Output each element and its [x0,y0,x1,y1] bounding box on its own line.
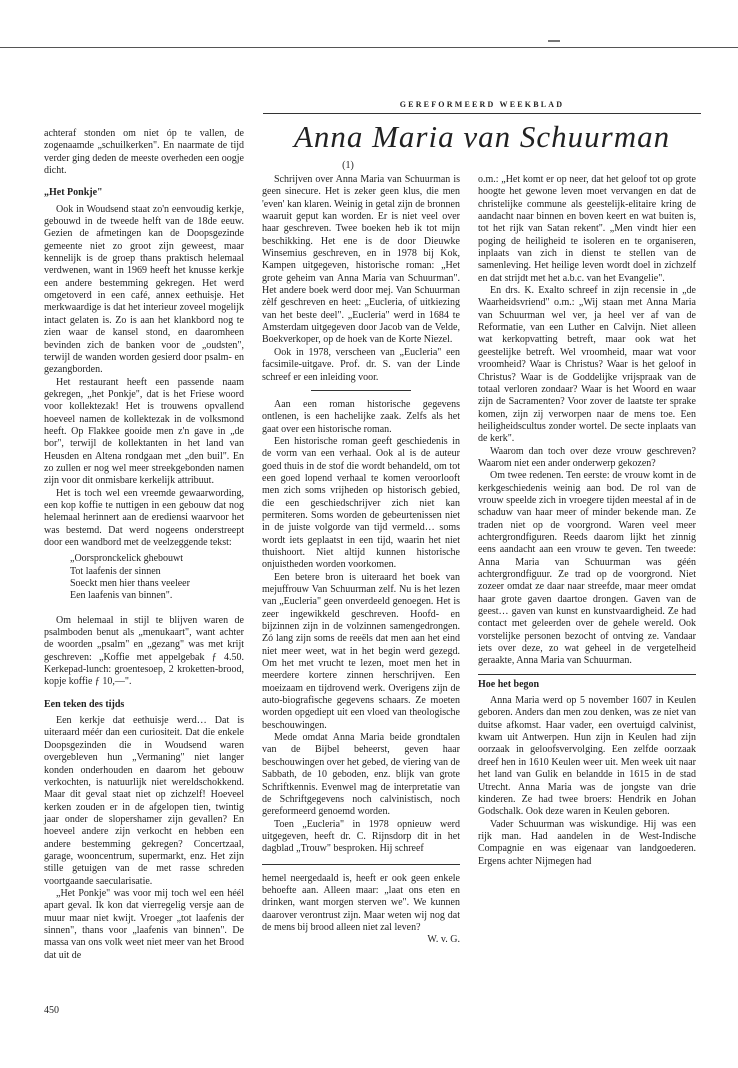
page-number: 450 [44,1005,59,1016]
paragraph: achteraf stonden om niet óp te vallen, de zogenaamde „schuilkerken". En naarmate de tijd verder ging deden de meeste overheden een oogje dicht. [44,128,244,177]
section-heading: Hoe het begon [478,678,540,690]
paragraph: Ook in 1978, verscheen van „Eucleria" een facsimile-uitgave. Prof. dr. S. van der Linde schreef er een inleiding voor. [262,346,460,383]
column-1 [44,128,244,962]
section-heading: Een teken des tijds [44,698,125,710]
paragraph: Toen „Eucleria" in 1978 opnieuw werd uitgegeven, heeft dr. C. Rijnsdorp dit in het dagblad „Trouw" besproken. Hij schreef [262,818,460,855]
article-title: Anna Maria van Schuurman [293,119,671,154]
poem [44,553,244,602]
paragraph: Aan een roman historische gegevens ontlenen, is een hachelijke zaak. Zelfs als het gaat over een historische roman. [262,398,460,435]
paragraph: Een kerkje dat eethuisje werd… Dat is uiteraard méér dan een curiositeit. Dat die enkele Doopsgezinden die in Woudsend waren overgebleven hun „Vermaning" niet langer konden onderhouden en daarom het gebouw verkochten, is natuurlijk niet wereldschokkend. Maar dit geval staat niet op zichzelf! Hoeveel kerken zouden er in de afgelopen tien, twintig jaar onder de slopershamer zijn gevallen? En hoeveel andere zijn verkocht en hebben een andere bestemming gekregen? Concertzaal, garage, wooncentrum, supermarkt, enz. Het zijn stille getuigen van de met rasse schreden voortgaande saecularisatie. [44,715,244,887]
short-rule [311,390,411,391]
author-signature: W. v. G. [427,934,460,946]
paragraph: Schrijven over Anna Maria van Schuurman is geen sinecure. Het is zeker geen klus, die men 'even' kan klaren. Weinig in getal zijn de bronnen waaruit geput kan worden. Er is niet veel over haar geschreven. Twee boeken heb ik tot mijn beschikking. Het ene is de door Dieuwke Winsemius geschreven, en in 1978 bij Kok, Kampen uitgegeven, historische roman: „Het grote geheim van Anna Maria van Schuurman". Het andere boek werd door mej. Van Schuurman zèlf geschreven en heet: „Eucleria, of uitkiezing van het beste deel". „Eucleria" werd in 1684 te Amsterdam uitgegeven door Jacob van de Velde, Boekverkoper, op de hoek van de Korte Niezel. [262,174,460,346]
paragraph: Anna Maria werd op 5 november 1607 in Keulen geboren. Anders dan men zou denken, was ze niet van duitse afkomst. Haar vader, een overtuigd calvinist, kwam uit Antwerpen. Hun zijn in Keulen had zijn oorzaak in geloofsvervolging. Een zelfde oorzaak dreef hen in 1610 Keulen weer uit. Men week uit naar het land van Gulik en belandde in 1615 in de stad Utrecht. Anna Maria was de jongste van drie kinderen. Ze had twee broers: Hendrik en Johan Godschalk. Ook deze waren in Keulen geboren. [478,695,696,818]
column-2 [262,174,460,947]
poem-line: Een laafenis van binnen". [70,590,173,602]
paragraph: „Het Ponkje" was voor mij toch wel een héél apart geval. Ik kon dat vierregelig versje aan de muur maar niet kwijt. Vroeger „tot laafenis der sinnen", thans voor „laafenis van binnen". De massa van ons volk weet niet meer van het Brood dat uit de [44,887,244,961]
poem-line: „Oorspronckelick ghebouwt [70,553,184,565]
scan-edge-line [0,47,738,48]
poem-line: Tot laafenis der sinnen [70,565,161,577]
section-heading: „Het Ponkje" [44,187,103,199]
paragraph: o.m.: „Het komt er op neer, dat het geloof tot op grote hoogte het gewone leven moet vervangen en dat de christelijke commune als geestelijk-elitaire kring de aandacht naar binnen en boven keert en wat buiten is, tot het rijk van Satan rekent". „Men vindt hier een poging de heiligheid te isoleren en te organiseren, inplaats van zich in dienst te stellen van de samenleving. Het heilige leven wordt doel in zichzelf en dat strijdt met het a.b.c. van het Evangelie". [478,174,696,284]
section-rule [478,674,696,675]
paragraph: hemel neergedaald is, heeft er ook geen enkele behoefte aan. Alleen maar: „laat ons eten en drinken, want morgen sterven we". We kunnen daarover verontrust zijn. Maar weten wij nog dat de mens bij brood alleen niet zal leven? [262,872,460,933]
paragraph: Het restaurant heeft een passende naam gekregen, „het Ponkje", dat is het Friese woord voor kollektezak! Het is trouwens opvallend hoeveel namen de kollektezak in de volksmond heeft. Op Flakkee gooide men z'n gave in „de bor", terwijl de kollektanten in het land van Heusden en Altena rondgaan met „den buil". En zo zullen er nog wel meer streekgebonden namen zijn voor dit onmisbare kerkelijk attribuut. [44,376,244,487]
running-head: GEREFORMEERD WEEKBLAD [399,100,565,109]
paragraph: Het is toch wel een vreemde gewaarwording, een kop koffie te nuttigen in een gebouw dat nog helemaal herinnert aan de erediensi waarvoor het was bestemd. Dat werd nogeens onderstreept door een wandbord met de veelzeggende tekst: [44,487,244,548]
paragraph: Een betere bron is uiteraard het boek van mejuffrouw Van Schuurman zelf. Nu is het lezen van „Eucleria" geen onverdeeld genoegen. Het is zeer ingewikkeld geschreven. Hoofd- en bijzinnen zijn in de volzinnen samengedrongen. Zó lang zijn soms de reeëls dat men aan het eind niet meer weet, wat in het begin werd gezegd. Om het met vrucht te lezen, moet men het in meerdere kortere zinnen herschrijven. Een moeizaam en tijdrovend werk. Overigens zijn de auto-biografische gegevens schaars. Ze moeten worden opgediept uit een vloed van theologische beschouwingen. [262,571,460,731]
paragraph: Om twee redenen. Ten eerste: de vrouw komt in de kerkgeschiedenis weinig aan bod. De rol van de vrouw speelde zich in vroegere tijden meestal af in de schaduw van haar meer of minder bekende man. Ze traden niet op de voorgrond. Waren veel meer achtergrondfiguren. Reeds daarom lijkt het zinnig eens aandacht aan een vrouw te geven. Ten tweede: Anna Maria van Schuurman was géén achtergrondfiguur. Ze trad op de voorgrond. Niet zozeer omdat ze daar naar streefde, maar meer omdat haar grote gaven daartoe drongen. Gaven van de geest… gaven van kunst en kunstvaardigheid. Ze had contact met geleerden over de gehele wereld. Ook vorstelijke personen bezocht of ontving ze. Vandaar iets over deze, zo wat geheel in de vergetelheid geraakte, Anna Maria van Schuurman. [478,470,696,667]
paragraph: Om helemaal in stijl te blijven waren de psalmboden benut als „menukaart", want achter de woorden „psalm" en „gezang" was met krijt geschreven: „Koffie met appelgebak ƒ 4.50. Kerkepad-lunch: groentesoep, 2 kroketten-brood, kopje koffie ƒ 10,—". [44,614,244,688]
header-rule [263,113,701,114]
article-end-rule [262,864,460,865]
poem-line: Soeckt men hier thans veeleer [70,578,190,590]
paragraph: En drs. K. Exalto schreef in zijn recensie in „de Waarheidsvriend" o.m.: „Wij staan met Anna Maria van Schuurman wel ver, ja heel ver af van de Reformatie, van een Luther en Calvijn. Niet alleen wat kerkopvatting betreft, maar ook wat het geestelijke betreft. Wel vroomheid, maar wat voor vroomheid? Waar is Christus? Waar is het geloof in Christus? Waar is de Goddelijke vrijspraak van de totaal verloren zondaar? Waar is het Woord en waar zijn de Sacramenten? Voor zover de laatste ter sprake komen, zijn zij verworpen naar de mens toe. Een heiligheidscultus zonder wortel. De secte inplaats van de kerk". [478,285,696,445]
scan-mark [548,40,560,42]
part-number: (1) [342,160,354,171]
paragraph: Vader Schuurman was wiskundige. Hij was een rijk man. Had aandelen in de West-Indische Compagnie en was eigenaar van landgoederen. Ergens achter Nijmegen had [478,818,696,867]
column-3 [478,174,696,868]
paragraph: Een historische roman geeft geschiedenis in de vorm van een verhaal. Ook al is de auteur goed thuis in de stof die wordt behandeld, om tot een goed lopend verhaal te komen veroorlooft men zich soms vrijheden op historisch gebied, die een geschiedschrijver zich niet kan permiteren. Soms worden de gebeurtenissen niet in de juiste volgorde van tijd vermeld… soms wordt iets geplaatst in een tijd, waarin het niet thuishoort. Niet altijd kunnen historische onjuistheden worden voorkomen. [262,435,460,571]
paragraph: Waarom dan toch over deze vrouw geschreven? Waarom niet een ander onderwerp gekozen? [478,445,696,469]
paragraph: Mede omdat Anna Maria beide grondtalen van de Bijbel beheerst, geven haar beschouwingen over het gebed, de viering van de Sabbath, de 10 geboden, enz. blijk van grote Schriftkennis. Evenwel mag de interpretatie van de Schriftgegevens noch calvinistisch, noch gereformeerd genoemd worden. [262,732,460,818]
paragraph: Ook in Woudsend staat zo'n eenvoudig kerkje, gebouwd in de tweede helft van de 18de eeuw. Gezien de afmetingen kan de Doopsgezinde gemeente niet zo groot zijn geweest, maar kennelijk is de groep thans praktisch helemaal verdwenen, want in 1969 heeft het knusse kerkje een andere bestemming gekregen. Het werd omgetoverd in een café, annex eethuisje. Het merkwaardige is dat het interieur zoveel mogelijk intact gelaten is. Zo is aan het klankbord nog te zien waar de kansel stond, en daaromheen bevinden zich de banken voor de „oudsten", terwijl de wanden worden gesierd door psalm- en gezangborden. [44,203,244,376]
